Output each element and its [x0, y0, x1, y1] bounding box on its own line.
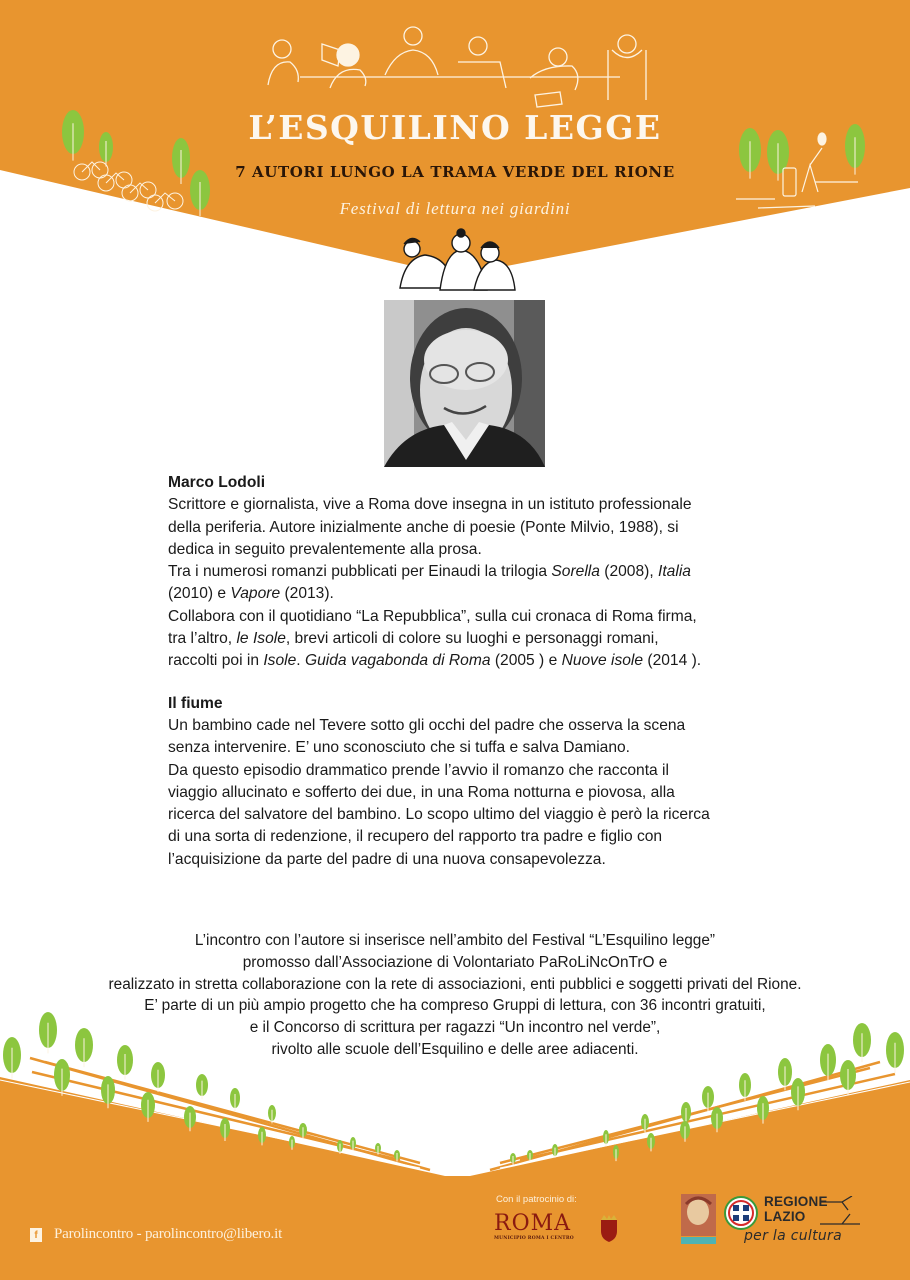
bio-text: , brevi articoli di colore su luoghi e personaggi romani, [285, 630, 659, 648]
bio-text: (2008), [599, 563, 659, 581]
footer-orange-band [0, 1077, 910, 1280]
author-name: Marco Lodoli [168, 474, 266, 491]
bio-text: Scrittore e giornalista, vive a Roma dove insegna in un istituto professionale [168, 496, 692, 514]
author-bio-line [168, 517, 788, 539]
book-synopsis-line: di una sorta di redenzione, il recupero del rapporto tra padre e figlio con [168, 828, 663, 846]
regione-lazio-lines-icon [820, 1196, 864, 1230]
roma-logo-sub: MUNICIPIO ROMA I CENTRO [494, 1236, 574, 1241]
regione-lazio-line2: LAZIO [764, 1209, 806, 1224]
regione-lazio-logo [764, 1194, 828, 1224]
bio-text: (2014 ). [643, 652, 702, 670]
book-synopsis-line: ricerca del salvatore del bambino. Lo scopo ultimo del viaggio è però la ricerca [168, 806, 710, 824]
roma-crest-icon [598, 1215, 620, 1243]
italic-title: Vapore [230, 585, 281, 603]
book-synopsis-line: l’acquisizione da parte del padre di una nuova consapevolezza. [168, 850, 606, 868]
book-synopsis-line: viaggio allucinato e sofferto dei due, in una Roma notturna e piovosa, alla [168, 783, 675, 801]
facebook-icon[interactable]: f [30, 1228, 42, 1242]
contact-text[interactable]: Parolincontro - parolincontro@libero.it [54, 1226, 283, 1242]
festival-title: L’ESQUILINO LEGGE [248, 108, 662, 147]
bio-text: della periferia. Autore inizialmente anche di poesie (Ponte Milvio, 1988), si [168, 518, 679, 536]
book-synopsis-line: senza intervenire. E’ uno sconosciuto che si tuffa e salva Damiano. [168, 739, 631, 757]
author-bio-line [168, 650, 788, 672]
closing-line: realizzato in stretta collaborazione con la rete di associazioni, enti pubblici e soggetti privati del Rione. [108, 975, 802, 993]
italic-title: Guida vagabonda di Roma [304, 652, 491, 670]
book-title: Il fiume [168, 694, 223, 712]
italic-title: Sorella [551, 563, 600, 581]
italic-title: le Isole [236, 630, 286, 648]
bio-text: (2005 ) e [490, 652, 562, 670]
festival-tagline: Festival di lettura nei giardini [339, 199, 571, 218]
author-bio-line [168, 561, 788, 583]
regione-lazio-tagline: per la cultura [744, 1228, 842, 1244]
author-bio-line [168, 583, 788, 605]
author-bio-line [168, 494, 788, 516]
italic-title: Isole [263, 652, 297, 670]
author-section [168, 472, 788, 871]
book-synopsis-line: Un bambino cade nel Tevere sotto gli occhi del padre che osserva la scena [168, 716, 686, 734]
bio-text: (2010) e [168, 585, 231, 603]
bio-text: tra l’altro, [168, 630, 237, 648]
closing-line: e il Concorso di scrittura per ragazzi “Un incontro nel verde”, [249, 1019, 661, 1037]
bio-text: (2013). [280, 585, 334, 603]
book-synopsis [168, 715, 788, 871]
italic-title: Nuove isole [561, 652, 644, 670]
italic-title: Italia [658, 563, 691, 581]
book-synopsis-line: Da questo episodio drammatico prende l’avvio il romanzo che racconta il [168, 761, 669, 779]
regione-lazio-badge-icon [724, 1196, 758, 1230]
bio-text: raccolti poi in [168, 652, 264, 670]
bio-text: Tra i numerosi romanzi pubblicati per Einaudi la trilogia [168, 563, 552, 581]
closing-line: L’incontro con l’autore si inserisce nell’ambito del Festival “L’Esquilino legge” [194, 932, 716, 949]
artwork-logo-icon [681, 1194, 716, 1246]
roma-logo [494, 1212, 578, 1241]
author-bio-line [168, 628, 788, 650]
closing-paragraph [0, 930, 910, 1061]
bio-text: dedica in seguito prevalentemente alla prosa. [168, 540, 482, 558]
closing-line: promosso dall’Associazione di Volontariato PaRoLiNcOnTrO e [242, 953, 668, 971]
footer-contact [30, 1226, 282, 1243]
closing-line: rivolto alle scuole dell’Esquilino e delle aree adiacenti. [271, 1040, 639, 1058]
closing-line: E’ parte di un più ampio progetto che ha compreso Gruppi di lettura, con 36 incontri gratuiti, [144, 997, 766, 1015]
author-bio-line [168, 539, 788, 561]
roma-logo-word: ROMA [494, 1211, 572, 1236]
bio-text: . [296, 652, 305, 670]
author-photo [384, 300, 545, 467]
bio-text: Collabora con il quotidiano “La Repubblica”, sulla cui cronaca di Roma firma, [168, 607, 697, 625]
author-bio [168, 494, 788, 672]
festival-subtitle: 7 AUTORI LUNGO LA TRAMA VERDE DEL RIONE [235, 163, 675, 181]
regione-lazio-line1: REGIONE [764, 1194, 828, 1209]
author-bio-line [168, 606, 788, 628]
patronage-label: Con il patrocinio di: [496, 1194, 577, 1205]
